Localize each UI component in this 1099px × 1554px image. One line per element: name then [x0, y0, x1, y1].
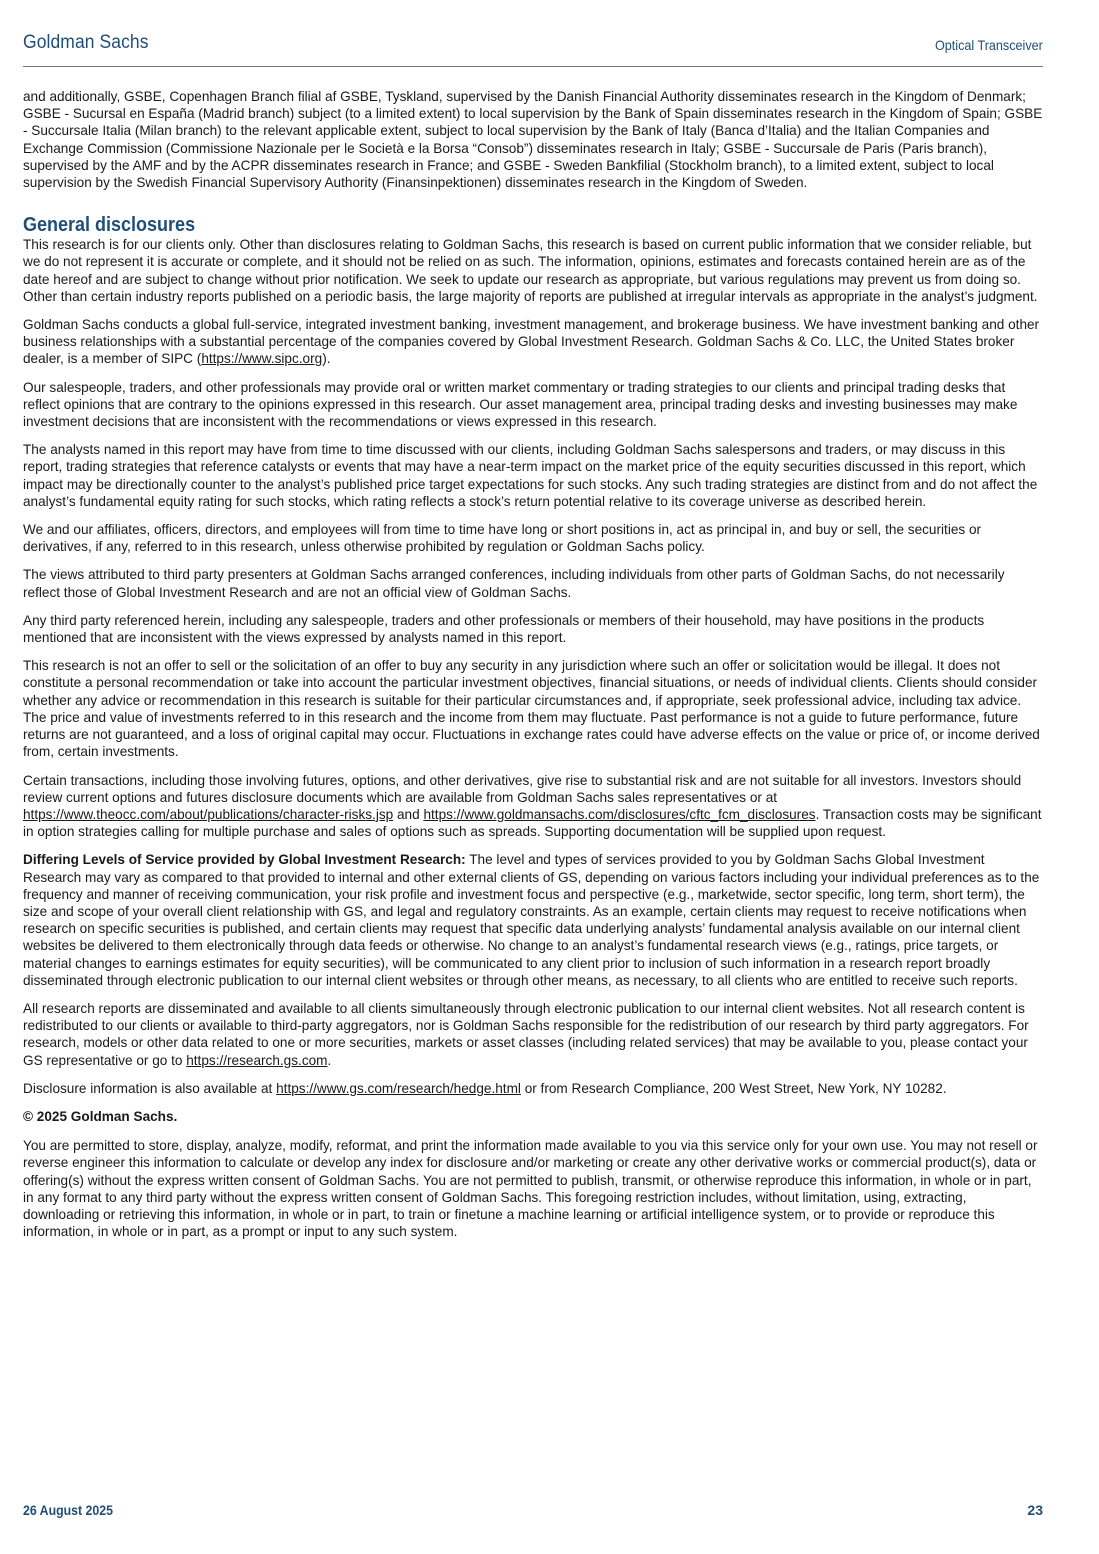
- occ-link[interactable]: https://www.theocc.com/about/publications/character-risks.jsp: [23, 806, 394, 822]
- paragraph-distribution: All research reports are disseminated and available to all clients simultaneously through electronic publication to our internal client websites. Not all research content is redistributed to our clients or available to third-party aggregators, nor is Goldman Sachs responsible for the redistribution of our research by third party aggregators. For research, models or other data related to one or more securities, markets or asset classes (including related services) that may be available to you, please contact your GS representative or go to https://research.gs.com.: [23, 1000, 1029, 1068]
- cftc-link[interactable]: https://www.goldmansachs.com/disclosures/cftc_fcm_disclosures: [423, 806, 816, 822]
- footer-date: 26 August 2025: [23, 1502, 113, 1518]
- paragraph-permissions: You are permitted to store, display, analyze, modify, reformat, and print the information made available to you via this service only for your own use. You may not resell or reverse engineer this information to calculate or develop any index for disclosure and/or marketing or create any other derivative works or commercial product(s), data or offering(s) without the express written consent of Goldman Sachs. You are not permitted to publish, transmit, or otherwise reproduce this information, in whole or in part, in any format to any third party without the express written consent of Goldman Sachs. This foregoing restriction includes, without limitation, using, extracting, downloading or retrieving this information, in whole or in part, to train or finetune a machine learning or artificial intelligence system, or to provide or reproduce this information, in whole or in part, as a prompt or input to any such system.: [23, 1138, 1038, 1240]
- paragraph-positions: We and our affiliates, officers, directors, and employees will from time to time have long or short positions in, act as principal in, and buy or sell, the securities or derivatives, if any, referred to in this research, unless otherwise prohibited by regulation or Goldman Sachs policy.: [23, 522, 982, 555]
- disclosure-body: [23, 88, 1044, 1251]
- paragraph-derivatives: Certain transactions, including those involving futures, options, and other derivatives, give rise to substantial risk and are not suitable for all investors. Investors should review current options and futures disclosure documents which are available from Goldman Sachs sales representatives or at https://www.theocc.com/about/publications/character-risks.jsp and https://www.goldmansachs.com/disclosures/cftc_fcm_disclosures. Transaction costs may be significant in option strategies calling for multiple purchase and sales of options such as spreads. Supporting documentation will be supplied upon request.: [23, 772, 1042, 840]
- page-header: [23, 30, 1043, 67]
- paragraph-research-scope: This research is for our clients only. Other than disclosures relating to Goldman Sachs, this research is based on current public information that we consider reliable, but we do not represent it is accurate or complete, and it should not be relied on as such. The information, opinions, estimates and forecasts contained herein are as of the date hereof and are subject to change without prior notification. We seek to update our research as appropriate, but various regulations may prevent us from doing so. Other than certain industry reports published on a periodic basis, the large majority of reports are published at irregular intervals as appropriate in the analyst’s judgment.: [23, 237, 1038, 304]
- page-number: 23: [1027, 1502, 1043, 1518]
- paragraph-third-party-presenters: The views attributed to third party presenters at Goldman Sachs arranged conferences, including individuals from other parts of Goldman Sachs, do not necessarily reflect those of Global Investment Research and are not an official view of Goldman Sachs.: [23, 567, 1005, 600]
- document-title: Optical Transceiver: [935, 37, 1043, 53]
- intro-paragraph: and additionally, GSBE, Copenhagen Branch filial af GSBE, Tyskland, supervised by the Danish Financial Authority disseminates research in the Kingdom of Denmark; GSBE - Sucursal en España (Madrid branch) subject (to a limited extent) to local supervision by the Bank of Spain disseminates research in the Kingdom of Spain; GSBE - Succursale Italia (Milan branch) to the relevant applicable extent, subject to local supervision by the Bank of Italy (Banca d’Italia) and the Italian Companies and Exchange Commission (Commissione Nazionale per le Società e la Borsa “Consob”) disseminates research in Italy; GSBE - Succursale de Paris (Paris branch), supervised by the AMF and by the ACPR disseminates research in France; and GSBE - Sweden Bankfilial (Stockholm branch), to a limited extent, subject to local supervision by the Swedish Financial Supervisory Authority (Finansinpektionen) disseminates research in the Kingdom of Sweden.: [23, 89, 1043, 191]
- section-heading: General disclosures: [23, 214, 196, 237]
- paragraph-service-levels: Differing Levels of Service provided by Global Investment Research: The level and types of services provided to you by Goldman Sachs Global Investment Research may vary as compared to that provided to internal and other external clients of GS, depending on various factors including your individual preferences as to the frequency and manner of receiving communication, your risk profile and investment focus and perspective (e.g., marketwide, sector specific, long term, short term), the size and scope of your overall client relationship with GS, and legal and regulatory constraints. As an example, certain clients may request to receive notifications when research on specific securities is published, and certain clients may request that specific data underlying analysts’ fundamental analysis available on our internal client websites be delivered to them electronically through data feeds or otherwise. No change to an analyst’s fundamental research views (e.g., ratings, price targets, or material changes to earnings estimates for equity securities), will be communicated to any client prior to inclusion of such information in a research report broadly disseminated through electronic publication to our internal client websites or through other means, as necessary, to all clients who are entitled to receive such reports.: [23, 852, 1040, 988]
- paragraph-analysts: The analysts named in this report may have from time to time discussed with our clients, including Goldman Sachs salespersons and traders, or may discuss in this report, trading strategies that reference catalysts or events that may have a near-term impact on the market price of the equity securities discussed in this report, which impact may be directionally counter to the analyst’s published price target expectations for such stocks. Any such trading strategies are distinct from and do not affect the analyst’s fundamental equity rating for such stocks, which rating reflects a stock’s return potential relative to its coverage universe as described herein.: [23, 442, 1038, 509]
- paragraph-third-party: Any third party referenced herein, including any salespeople, traders and other professionals or members of their household, may have positions in the products mentioned that are inconsistent with the views expressed by analysts named in this report.: [23, 612, 985, 646]
- research-link[interactable]: https://research.gs.com: [186, 1052, 328, 1068]
- copyright: © 2025 Goldman Sachs.: [23, 1108, 178, 1124]
- paragraph-not-an-offer: This research is not an offer to sell or the solicitation of an offer to buy any security in any jurisdiction where such an offer or solicitation would be illegal. It does not constitute a personal recommendation or take into account the particular investment objectives, financial situations, or needs of individual clients. Clients should consider whether any advice or recommendation in this research is suitable for their particular circumstances and, if appropriate, seek professional advice, including tax advice. The price and value of investments referred to in this research and the income from them may fluctuate. Past performance is not a guide to future performance, future returns are not guaranteed, and a loss of original capital may occur. Fluctuations in exchange rates could have adverse effects on the value or price of, or income derived from, certain investments.: [23, 658, 1040, 760]
- brand-name: Goldman Sachs: [23, 32, 149, 53]
- paragraph-disclosure-info: Disclosure information is also available at https://www.gs.com/research/hedge.html or from Research Compliance, 200 West Street, New York, NY 10282.: [23, 1080, 947, 1096]
- paragraph-salespeople: Our salespeople, traders, and other professionals may provide oral or written market commentary or trading strategies to our clients and principal trading desks that reflect opinions that are contrary to the opinions expressed in this research. Our asset management area, principal trading desks and investing businesses may make investment decisions that are inconsistent with the recommendations or views expressed in this research.: [23, 379, 1018, 430]
- sipc-link[interactable]: https://www.sipc.org: [201, 351, 323, 367]
- hedge-link[interactable]: https://www.gs.com/research/hedge.html: [276, 1080, 521, 1096]
- paragraph-business: Goldman Sachs conducts a global full-service, integrated investment banking, investment management, and brokerage business. We have investment banking and other business relationships with a substantial percentage of the companies covered by Global Investment Research. Goldman Sachs & Co. LLC, the United States broker dealer, is a member of SIPC (https://www.sipc.org).: [23, 317, 1040, 367]
- service-levels-label: Differing Levels of Service provided by Global Investment Research:: [23, 852, 466, 868]
